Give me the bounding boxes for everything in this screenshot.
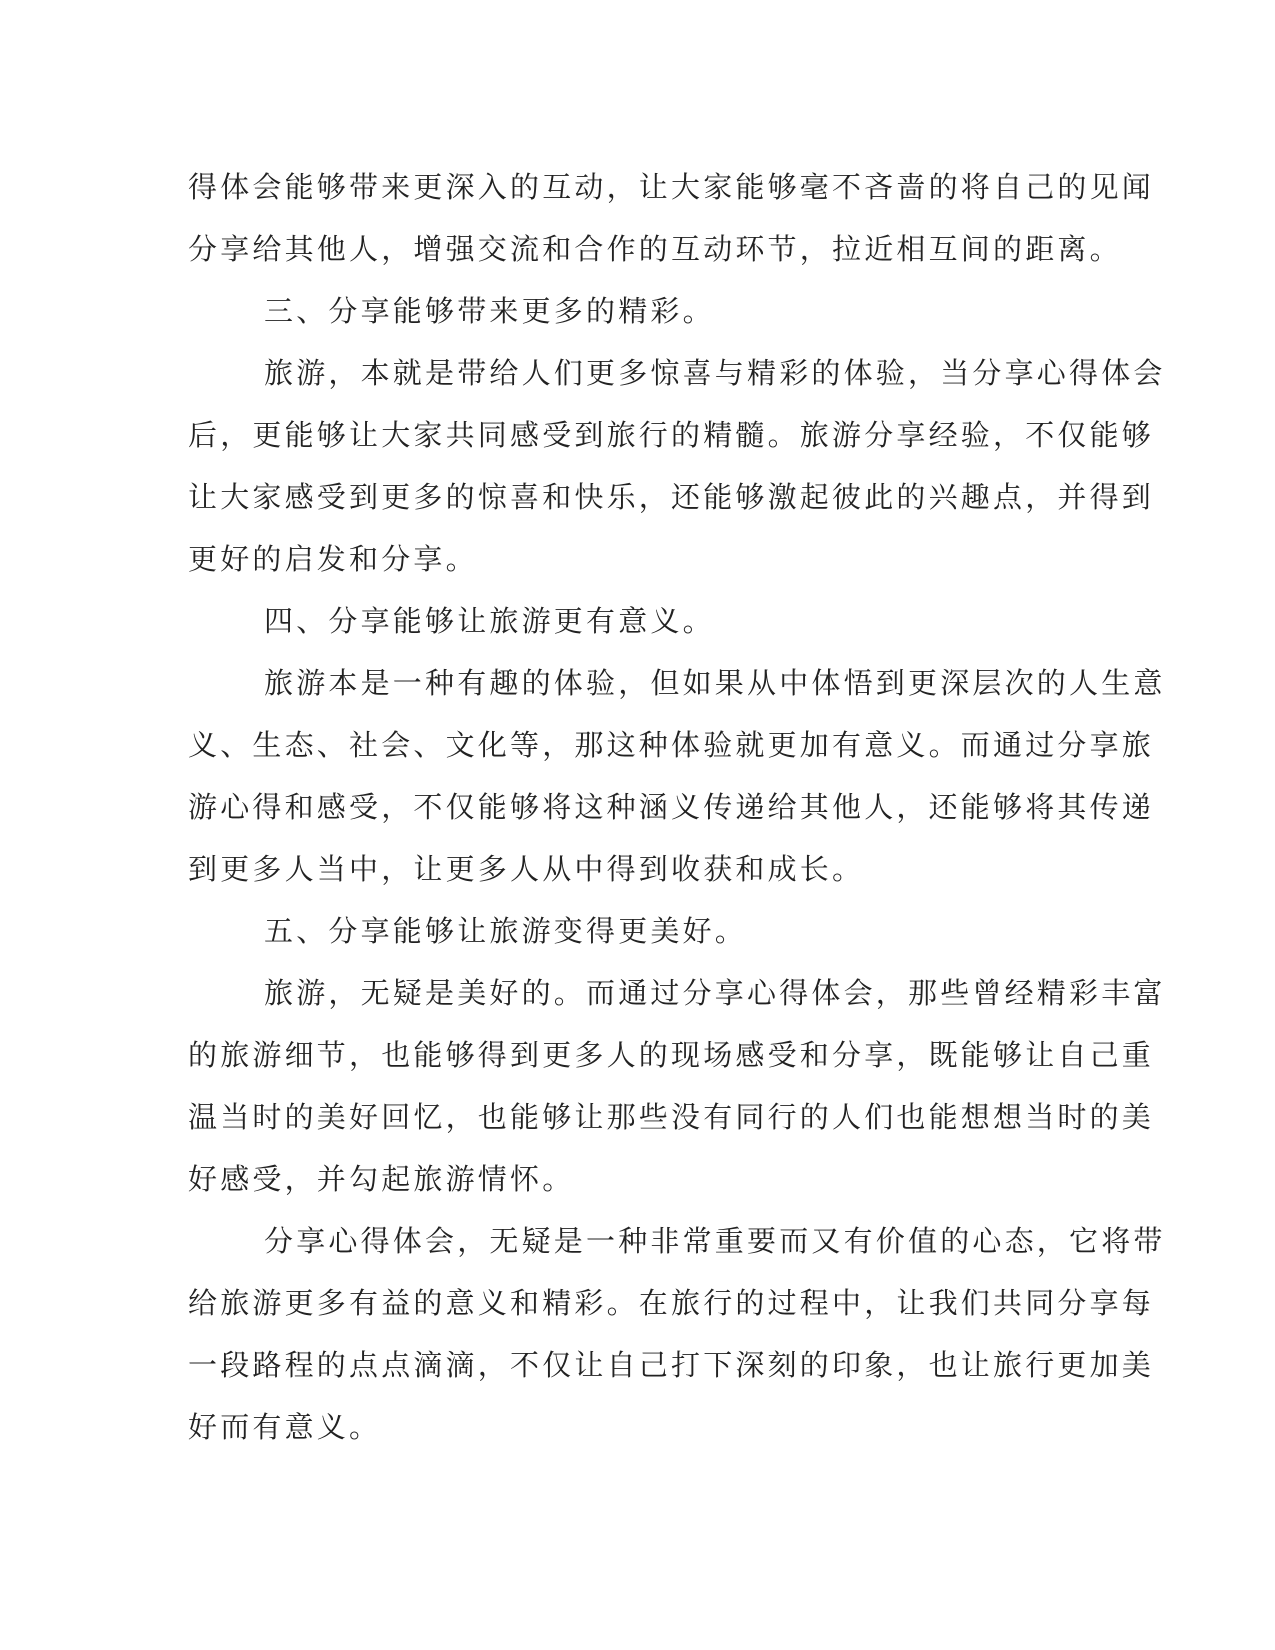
text-line: 得体会能够带来更深入的互动，让大家能够毫不吝啬的将自己的见闻 xyxy=(188,170,1155,204)
document-body xyxy=(188,156,1166,1458)
text-line: 给旅游更多有益的意义和精彩。在旅行的过程中，让我们共同分享每 xyxy=(188,1286,1155,1320)
text-line: 分享心得体会，无疑是一种非常重要而又有价值的心态，它将带 xyxy=(264,1224,1166,1258)
section-heading: 五、分享能够让旅游变得更美好。 xyxy=(264,914,748,948)
text-line: 旅游本是一种有趣的体验，但如果从中体悟到更深层次的人生意 xyxy=(264,666,1166,700)
text-line: 好而有意义。 xyxy=(188,1410,382,1444)
text-line: 后，更能够让大家共同感受到旅行的精髓。旅游分享经验，不仅能够 xyxy=(188,418,1155,452)
text-line: 一段路程的点点滴滴，不仅让自己打下深刻的印象，也让旅行更加美 xyxy=(188,1348,1155,1382)
text-line: 分享给其他人，增强交流和合作的互动环节，拉近相互间的距离。 xyxy=(188,232,1122,266)
text-line: 旅游，本就是带给人们更多惊喜与精彩的体验，当分享心得体会 xyxy=(264,356,1166,390)
text-line: 更好的启发和分享。 xyxy=(188,542,478,576)
section-heading: 四、分享能够让旅游更有意义。 xyxy=(264,604,715,638)
text-line: 让大家感受到更多的惊喜和快乐，还能够激起彼此的兴趣点，并得到 xyxy=(188,480,1155,514)
text-line: 旅游，无疑是美好的。而通过分享心得体会，那些曾经精彩丰富 xyxy=(264,976,1166,1010)
text-line: 义、生态、社会、文化等，那这种体验就更加有意义。而通过分享旅 xyxy=(188,728,1155,762)
text-line: 到更多人当中，让更多人从中得到收获和成长。 xyxy=(188,852,865,886)
text-line: 游心得和感受，不仅能够将这种涵义传递给其他人，还能够将其传递 xyxy=(188,790,1155,824)
section-heading: 三、分享能够带来更多的精彩。 xyxy=(264,294,715,328)
text-line: 温当时的美好回忆，也能够让那些没有同行的人们也能想想当时的美 xyxy=(188,1100,1155,1134)
text-line: 好感受，并勾起旅游情怀。 xyxy=(188,1162,575,1196)
text-line: 的旅游细节，也能够得到更多人的现场感受和分享，既能够让自己重 xyxy=(188,1038,1155,1072)
